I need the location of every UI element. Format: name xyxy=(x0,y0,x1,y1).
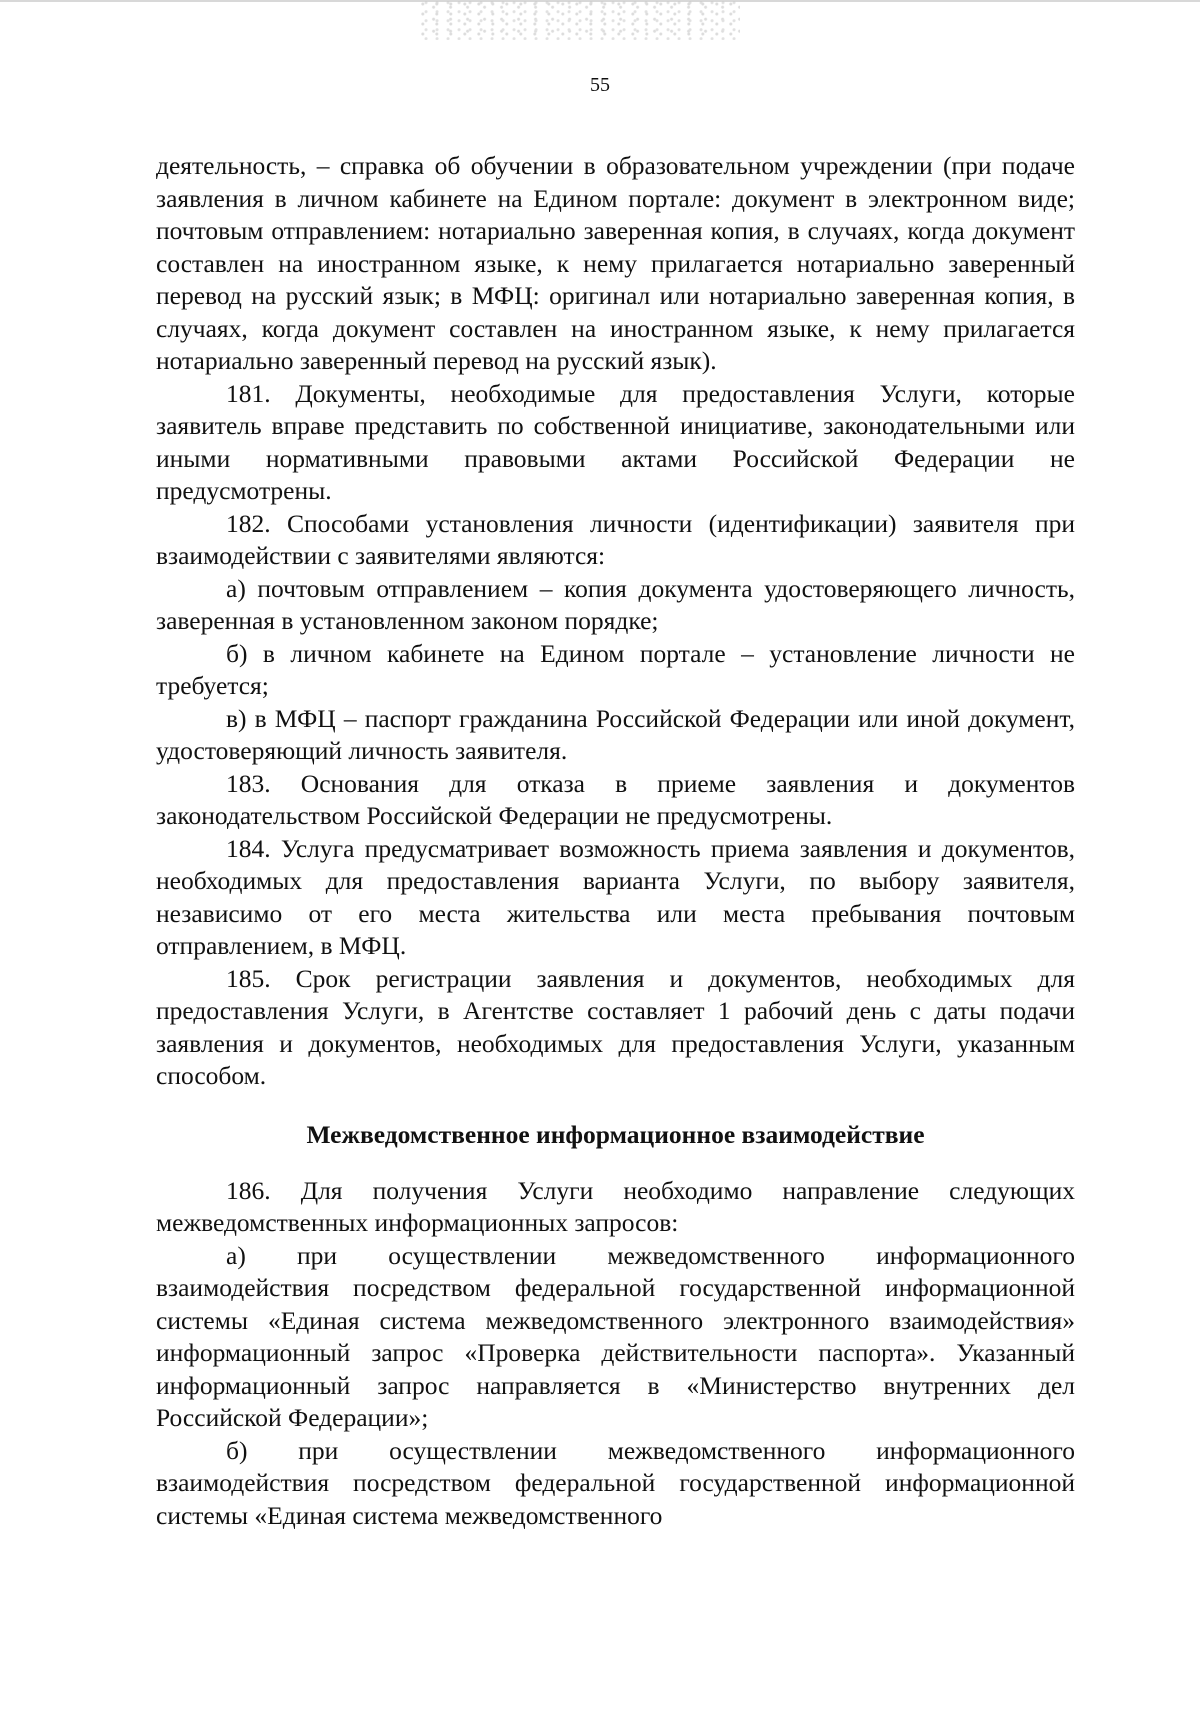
document-body xyxy=(156,150,1075,1532)
paragraph-182-a: а) почтовым отправлением – копия документа удостоверяющего личность, заверенная в установленном законом порядке; xyxy=(156,573,1075,635)
paragraph-186-a: а) при осуществлении межведомственного информационного взаимодействия посредством федеральной государственной информационной системы «Единая система межведомственного электронного взаимодействия» информационный запрос «Проверка действительности паспорта». Указанный информационный запрос направляется в «Министерство внутренних дел Российской Федерации»; xyxy=(156,1240,1075,1432)
paragraph-182-c: в) в МФЦ – паспорт гражданина Российской Федерации или иной документ, удостоверяющий личность заявителя. xyxy=(156,703,1075,765)
paragraph-186: 186. Для получения Услуги необходимо направление следующих межведомственных информационных запросов: xyxy=(156,1175,1075,1237)
paragraph-182: 182. Способами установления личности (идентификации) заявителя при взаимодействии с заявителями являются: xyxy=(156,508,1075,570)
paragraph-181: 181. Документы, необходимые для предоставления Услуги, которые заявитель вправе представить по собственной инициативе, законодательными или иными нормативными правовыми актами Российской Федерации не предусмотрены. xyxy=(156,378,1075,505)
scan-artifact xyxy=(420,0,740,40)
paragraph-183: 183. Основания для отказа в приеме заявления и документов законодательством Российской Федерации не предусмотрены. xyxy=(156,768,1075,830)
page-number: 55 xyxy=(590,74,610,96)
paragraph-185: 185. Срок регистрации заявления и документов, необходимых для предоставления Услуги, в Агентстве составляет 1 рабочий день с даты подачи заявления и документов, необходимых для предоставления Услуги, указанным способом. xyxy=(156,963,1075,1090)
paragraph-186-b: б) при осуществлении межведомственного информационного взаимодействия посредством федеральной государственной информационной системы «Единая система межведомственного xyxy=(156,1435,1075,1530)
section-heading: Межведомственное информационное взаимодействие xyxy=(306,1119,925,1149)
paragraph-continuation: деятельность, – справка об обучении в образовательном учреждении (при подаче заявления в личном кабинете на Едином портале: документ в электронном виде; почтовым отправлением: нотариально заверенная копия, в случаях, когда документ составлен на иностранном языке, к нему прилагается нотариально заверенный перевод на русский язык; в МФЦ: оригинал или нотариально заверенная копия, в случаях, когда документ составлен на иностранном языке, к нему прилагается нотариально заверенный перевод на русский язык). xyxy=(156,151,1075,375)
paragraph-184: 184. Услуга предусматривает возможность приема заявления и документов, необходимых для предоставления варианта Услуги, по выбору заявителя, независимо от его места жительства или места пребывания почтовым отправлением, в МФЦ. xyxy=(156,833,1075,960)
paragraph-182-b: б) в личном кабинете на Едином портале – установление личности не требуется; xyxy=(156,638,1075,700)
